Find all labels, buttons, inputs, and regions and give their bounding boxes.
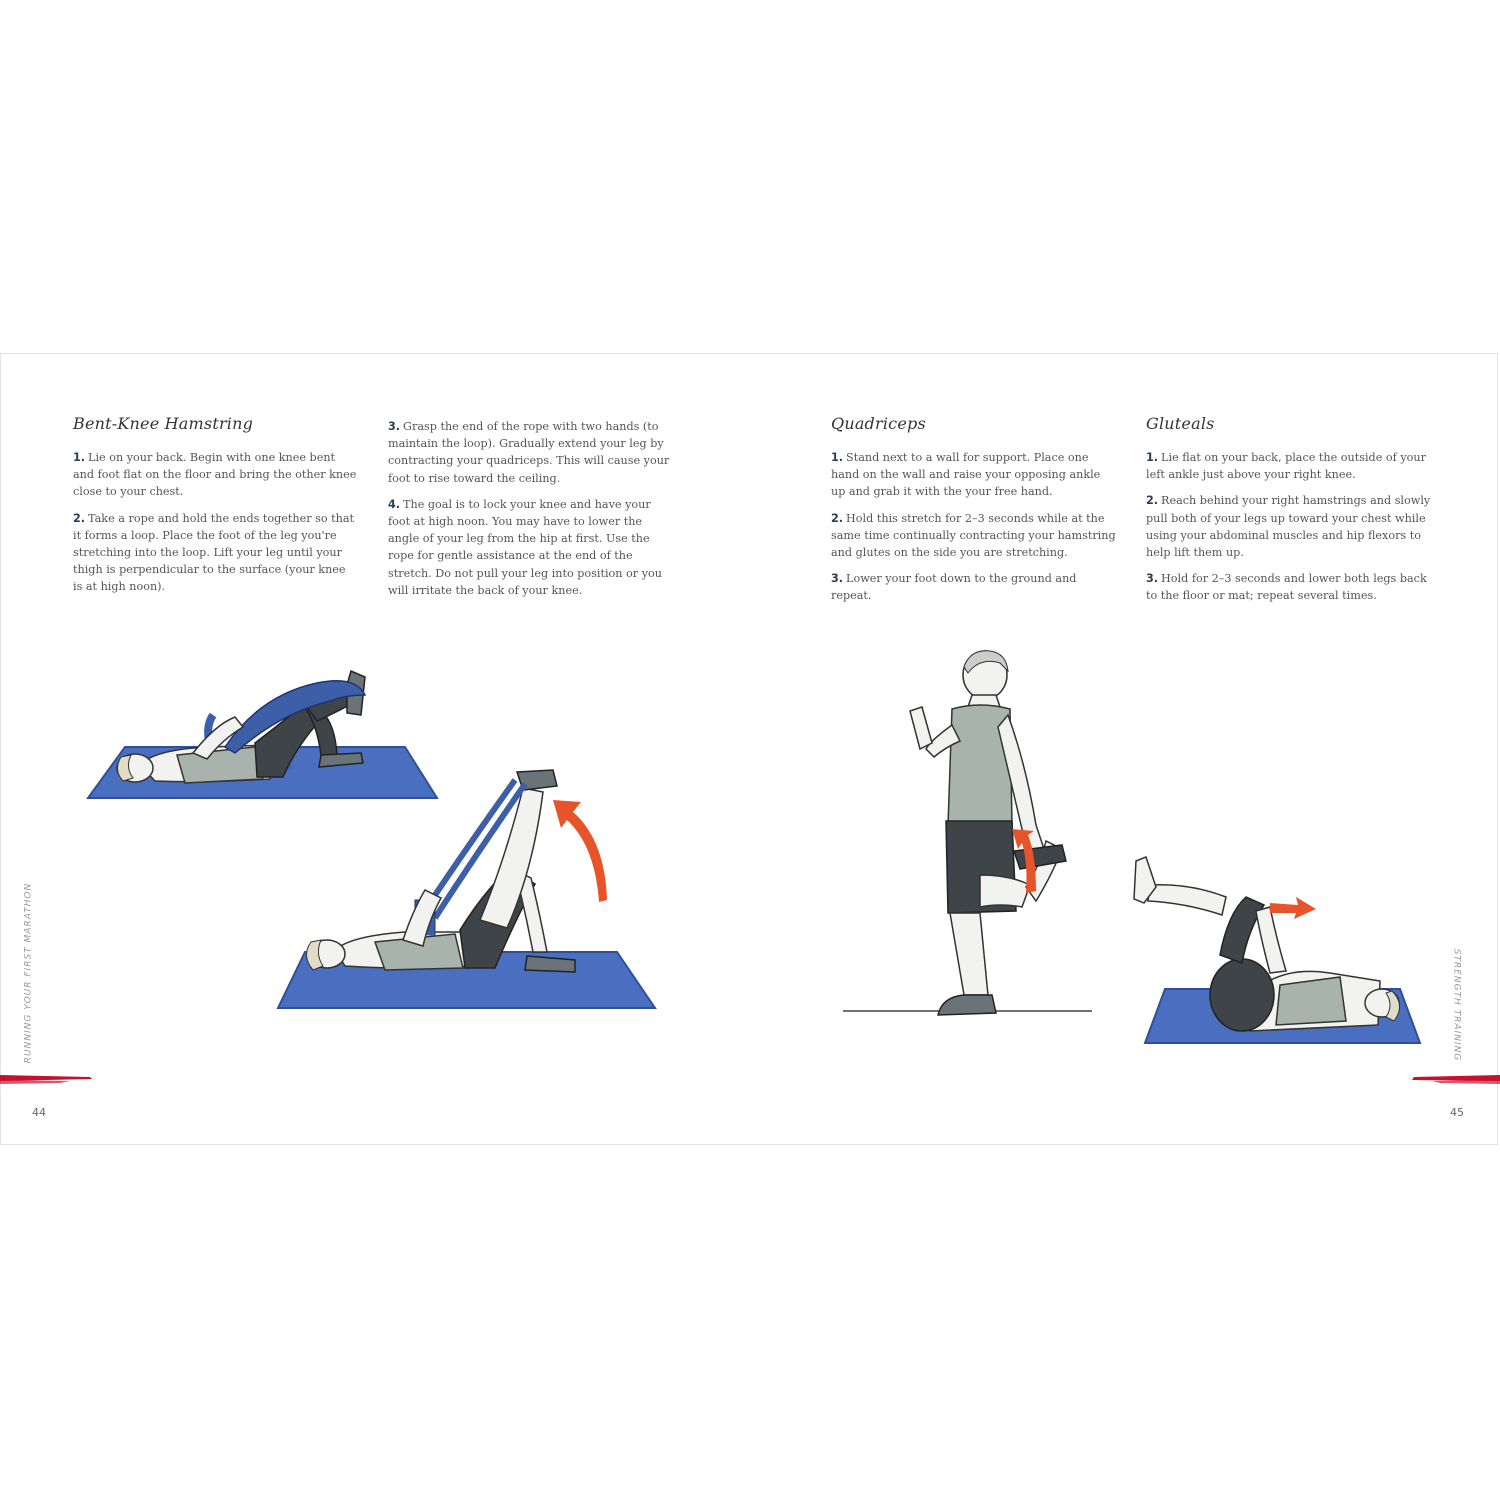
running-head-right: STRENGTH TRAINING [1451, 948, 1462, 1062]
step-1: 1. Stand next to a wall for support. Place one hand on the wall and raise your opposing ankle up and grab it with the your free hand. [831, 451, 1101, 499]
step-1: 1. Lie flat on your back, place the outside of your left ankle just above your right knee. [1146, 451, 1426, 482]
step-3: 3. Grasp the end of the rope with two hands (to maintain the loop). Gradually extend your leg by contracting your quadriceps. This will cause your foot to rise toward the ceiling. [388, 420, 670, 485]
step-3: 3. Lower your foot down to the ground and repeat. [831, 572, 1077, 603]
exercise-title-gluteals: Gluteals [1146, 414, 1215, 433]
step-2: 2. Take a rope and hold the ends together so that it forms a loop. Place the foot of the leg you're stretching into the loop. Lift your leg until your thigh is perpendicular to the surface (your knee is at high noon). [73, 511, 355, 594]
quadriceps-col [831, 414, 1116, 614]
bent-knee-hamstring-col2 [388, 418, 673, 608]
running-head-left: RUNNING YOUR FIRST MARATHON [23, 882, 34, 1064]
exercise-title-bent-knee-hamstring: Bent-Knee Hamstring [73, 414, 254, 433]
step-4: 4. The goal is to lock your knee and have your foot at high noon. You may have to lower the angle of your leg from the hip at first. Use the rope for gentle assistance at the end of the stretch. Do not pull your leg into position or you will irritate the back of your knee. [388, 497, 662, 597]
page-number-left: 44 [32, 1106, 46, 1119]
illustration-bent-knee-extended [275, 760, 665, 1020]
gluteals-col [1146, 414, 1431, 614]
exercise-title-quadriceps: Quadriceps [831, 414, 926, 433]
illustration-gluteals [1130, 845, 1430, 1055]
red-brush-mark-left [0, 1072, 95, 1086]
motion-arrow-icon [1270, 897, 1316, 919]
step-1: 1. Lie on your back. Begin with one knee bent and foot flat on the floor and bring the other knee close to your chest. [73, 451, 357, 499]
motion-arrow-icon [553, 800, 607, 902]
illustration-quadriceps [840, 645, 1110, 1055]
step-2: 2. Hold this stretch for 2–3 seconds while at the same time continually contracting your hamstring and glutes on the side you are stretching. [831, 511, 1116, 560]
step-2: 2. Reach behind your right hamstrings and slowly pull both of your legs up toward your chest while using your abdominal muscles and hip flexors to help lift them up. [1146, 494, 1431, 560]
bent-knee-hamstring-col1 [73, 414, 358, 605]
step-3: 3. Hold for 2–3 seconds and lower both legs back to the floor or mat; repeat several times. [1146, 572, 1427, 603]
page-number-right: 45 [1450, 1106, 1464, 1119]
red-brush-mark-right [1410, 1072, 1500, 1086]
